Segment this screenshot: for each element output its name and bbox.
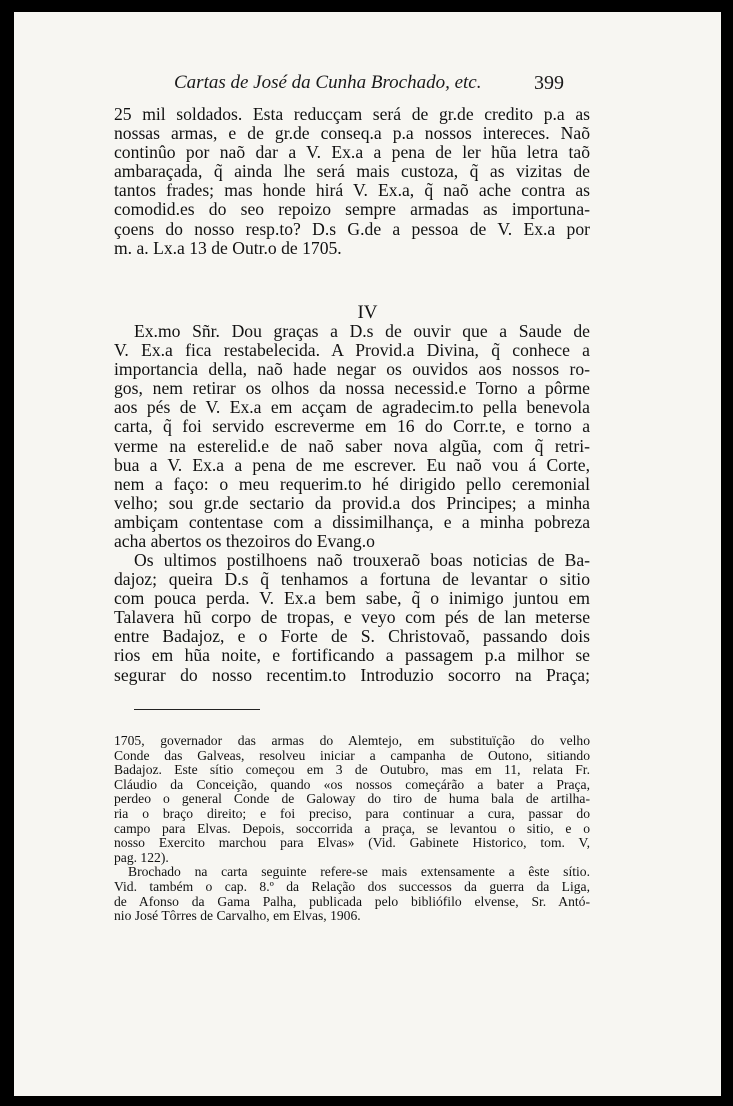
top-paragraph — [114, 105, 590, 258]
footnote-line: nosso Exercito marchou para Elvas» (Vid. Gabinete Historico, tom. V, — [114, 835, 590, 851]
text-line: m. a. Lx.a 13 de Outr.o de 1705. — [114, 237, 342, 258]
letter-paragraph-1 — [114, 322, 590, 551]
scan-border-bottom — [0, 1096, 733, 1106]
section-heading: IV — [357, 302, 378, 323]
page-number: 399 — [534, 72, 564, 94]
footnote-line: Vid. também o cap. 8.º da Relação dos successos da guerra da Liga, — [114, 878, 590, 894]
text-line: continûo por naõ dar a V. Ex.a a pena de ler hũa letra taõ — [114, 142, 590, 163]
scan-border-top — [0, 0, 733, 12]
footnote-2 — [114, 865, 590, 923]
footnote-line: Badajoz. Este sítio começou em 3 de Outubro, mas em 11, relata Fr. — [114, 762, 590, 778]
text-line: segurar do nosso recentim.to Introduzio socorro na Praça; — [114, 664, 590, 685]
text-line: Ex.mo Sñr. Dou graças a D.s de ouvir que a Saude de — [134, 321, 590, 341]
text-line: V. Ex.a fica restabelecida. A Provid.a Divina, q̃ conhece a — [114, 340, 590, 361]
footnote-line: perdeo o general Conde de Galoway do tiro de huma bala de artilha- — [114, 791, 590, 807]
scan-border-right — [721, 0, 733, 1106]
footnote-rule — [134, 709, 260, 710]
footnote-line: campo para Elvas. Depois, soccorrida a praça, se levantou o sitio, e o — [114, 820, 590, 836]
text-line: nossas armas, e de gr.de conseq.a p.a nossos intereces. Naõ — [114, 123, 590, 144]
text-line: dajoz; queira D.s q̃ tenhamos a fortuna de levantar o sitio — [114, 569, 590, 590]
text-line: aos pés de V. Ex.a em acçam de agradecim.to pella benevola — [114, 397, 590, 418]
text-line: gos, nem retirar os olhos da nossa necessid.e Torno a pôrme — [114, 378, 590, 399]
text-line: entre Badajoz, e o Forte de S. Christovaõ, passando dois — [114, 626, 590, 647]
text-line: comodid.es do seo repoizo sempre armadas as importuna- — [114, 199, 590, 220]
running-head: Cartas de José da Cunha Brochado, etc. — [174, 72, 482, 93]
text-line: bua a V. Ex.a a pena de me escrever. Eu naõ vou á Corte, — [114, 454, 590, 475]
text-line: çoens do nosso resp.to? D.s G.de a pessoa de V. Ex.a por — [114, 218, 590, 239]
text-line: Talavera hũ corpo de tropas, e veyo com pés de lan meterse — [114, 607, 590, 628]
text-line: ambiçam contentase com a dissimilhança, e a minha pobreza — [114, 511, 590, 532]
letter-paragraph-2 — [114, 551, 590, 685]
text-line: carta, q̃ foi servido escreverme em 16 do Corr.te, e torno a — [114, 416, 590, 437]
footnote-line: 1705, governador das armas do Alemtejo, em substituïção do velho — [114, 733, 590, 748]
text-line: rios em hũa noite, e fortificando a passagem p.a milhor se — [114, 645, 590, 666]
footnote-line: Brochado na carta seguinte refere-se mais extensamente a êste sítio. — [128, 864, 590, 880]
text-line: acha abertos os thezoiros do Evang.o — [114, 531, 375, 552]
footnote-line: de Afonso da Gama Palha, publicada pelo bibliófilo elvense, Sr. Antó- — [114, 893, 590, 909]
footnotes — [114, 734, 590, 924]
footnote-line: pag. 122). — [114, 849, 169, 865]
footnote-line: Cláudio da Conceição, quando «os nossos começárão a bater a Praça, — [114, 776, 590, 792]
footnote-line: Conde das Galveas, resolveu iniciar a campanha de Outono, sitiando — [114, 747, 590, 763]
scan-border-left — [0, 0, 14, 1106]
text-line: tantos frades; mas honde hirá V. Ex.a, q̃ naõ ache contra as — [114, 180, 590, 201]
footnote-line: nio José Tôrres de Carvalho, em Elvas, 1906. — [114, 908, 361, 924]
text-line: importancia della, naõ hade negar os ouvidos aos nossos ro- — [114, 359, 590, 380]
footnote-1 — [114, 734, 590, 865]
text-line: com pouca perda. V. Ex.a bem sabe, q̃ o inimigo juntou em — [114, 588, 590, 609]
text-line: verme na esterelid.e de naõ saber nova algũa, com q̃ retri- — [114, 435, 590, 456]
text-line: ambaraçada, q̃ ainda lhe será mais custoza, q̃ as vizitas de — [114, 161, 590, 182]
book-page — [14, 12, 721, 1096]
text-line: 25 mil soldados. Esta reducçam será de gr.de credito p.a as — [114, 104, 590, 124]
text-line: nem a faço: o meu requerim.to hé dirigido pello ceremonial — [114, 473, 590, 494]
footnote-line: ria o braço direito; e foi preciso, para continuar a cura, passar do — [114, 805, 590, 821]
text-line: velho; sou gr.de sectario da provid.a dos Principes; a minha — [114, 492, 590, 513]
text-line: Os ultimos postilhoens naõ trouxeraõ boas noticias de Ba- — [134, 550, 590, 570]
